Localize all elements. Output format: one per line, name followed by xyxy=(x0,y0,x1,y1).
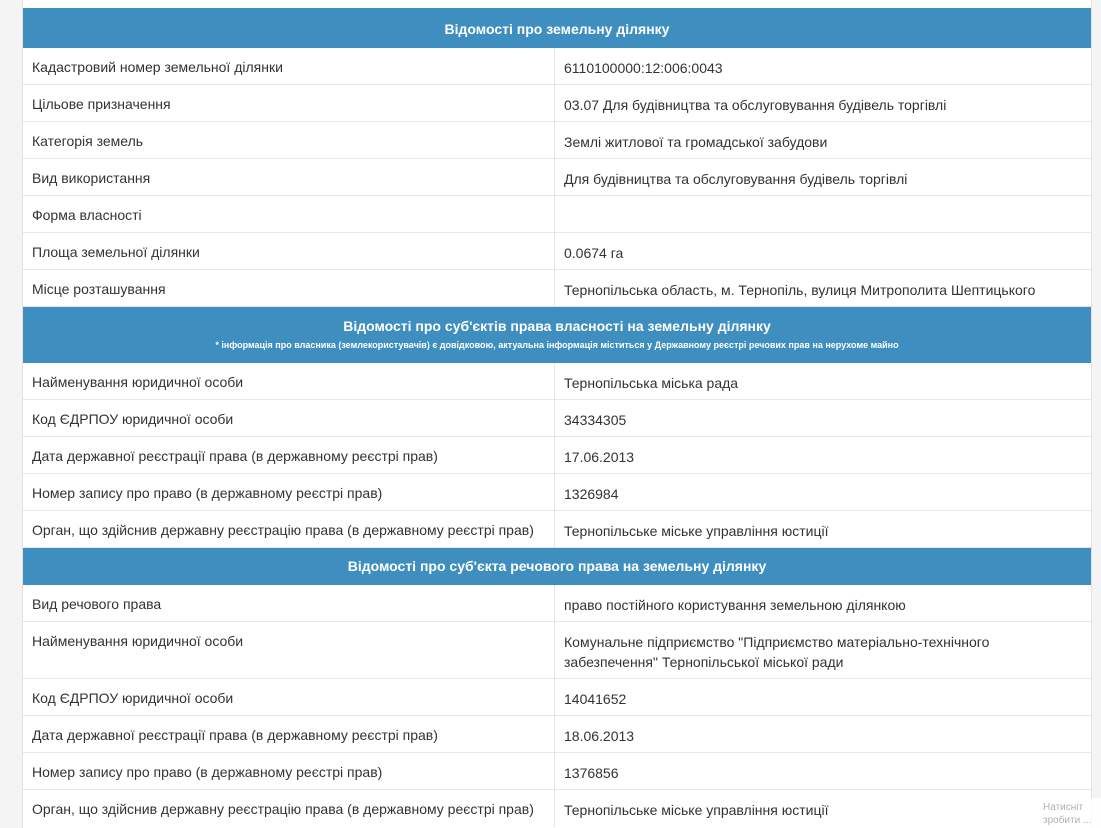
table-row xyxy=(23,474,1091,511)
row-value: 14041652 xyxy=(564,691,627,707)
row-label: Вид використання xyxy=(23,159,555,195)
row-value: Тернопільська міська рада xyxy=(564,375,739,391)
section-note: * інформація про власника (землекористувачів) є довідковою, актуальна інформація міститься у Державному реєстрі речових прав на нерухоме майно xyxy=(215,340,899,350)
table-row xyxy=(23,400,1091,437)
table-row xyxy=(23,196,1091,233)
section-header-rights: Відомості про суб'єкта речового права на земельну ділянку xyxy=(23,548,1091,585)
row-value: 1376856 xyxy=(564,765,619,781)
row-label: Дата державної реєстрації права (в державному реєстрі прав) xyxy=(23,716,555,752)
table-row xyxy=(23,679,1091,716)
row-value: 18.06.2013 xyxy=(564,728,635,744)
table-row xyxy=(23,233,1091,270)
table-row xyxy=(23,716,1091,753)
table-row xyxy=(23,437,1091,474)
row-value: Тернопільська область, м. Тернопіль, вулиця Митрополита Шептицького xyxy=(564,282,1036,298)
row-label: Номер запису про право (в державному реєстрі прав) xyxy=(23,753,555,789)
table-row xyxy=(23,790,1091,827)
row-label: Код ЄДРПОУ юридичної особи xyxy=(23,400,555,436)
row-label: Категорія земель xyxy=(23,122,555,158)
top-rule xyxy=(23,0,1091,11)
row-value: Для будівництва та обслуговування будівель торгівлі xyxy=(564,171,908,187)
land-info-panel xyxy=(22,0,1092,828)
row-value: 17.06.2013 xyxy=(564,449,635,465)
row-label: Місце розташування xyxy=(23,270,555,306)
table-row xyxy=(23,122,1091,159)
corner-hint-line2: зробити ... xyxy=(1043,815,1092,826)
row-label: Код ЄДРПОУ юридичної особи xyxy=(23,679,555,715)
section-header-owners xyxy=(23,307,1091,363)
table-row xyxy=(23,48,1091,85)
table-row xyxy=(23,511,1091,548)
row-label: Форма власності xyxy=(23,196,555,232)
table-row xyxy=(23,363,1091,400)
row-label: Дата державної реєстрації права (в державному реєстрі прав) xyxy=(23,437,555,473)
table-row xyxy=(23,159,1091,196)
table-row xyxy=(23,270,1091,307)
section-header-land: Відомості про земельну ділянку xyxy=(23,11,1091,48)
row-value: 1326984 xyxy=(564,486,619,502)
row-label: Найменування юридичної особи xyxy=(23,363,555,399)
row-value: 03.07 Для будівництва та обслуговування будівель торгівлі xyxy=(564,97,947,113)
row-value: Тернопільське міське управління юстиції xyxy=(564,523,829,539)
table-row xyxy=(23,85,1091,122)
row-value xyxy=(555,196,1091,232)
row-value: Тернопільське міське управління юстиції xyxy=(564,802,829,818)
row-label: Цільове призначення xyxy=(23,85,555,121)
corner-hint-line1: Натисніт xyxy=(1043,802,1084,813)
row-label: Кадастровий номер земельної ділянки xyxy=(23,48,555,84)
row-label: Вид речового права xyxy=(23,585,555,621)
row-value: 6110100000:12:006:0043 xyxy=(564,60,723,76)
table-row xyxy=(23,622,1091,679)
section-title: Відомості про суб'єктів права власності на земельну ділянку xyxy=(343,318,771,334)
row-value: 0.0674 га xyxy=(564,245,624,261)
row-label: Орган, що здійснив державну реєстрацію права (в державному реєстрі прав) xyxy=(23,511,555,547)
corner-hint[interactable] xyxy=(1037,798,1101,828)
table-row xyxy=(23,585,1091,622)
row-label: Найменування юридичної особи xyxy=(23,622,555,678)
row-label: Номер запису про право (в державному реєстрі прав) xyxy=(23,474,555,510)
row-value: право постійного користування земельною ділянкою xyxy=(564,597,906,613)
row-value: Землі житлової та громадської забудови xyxy=(564,134,828,150)
table-row xyxy=(23,753,1091,790)
row-value: Комунальне підприємство "Підприємство матеріально-технічного забезпечення" Тернопільської міської ради xyxy=(564,634,990,670)
row-value: 34334305 xyxy=(564,412,627,428)
row-label: Площа земельної ділянки xyxy=(23,233,555,269)
row-label: Орган, що здійснив державну реєстрацію права (в державному реєстрі прав) xyxy=(23,790,555,827)
